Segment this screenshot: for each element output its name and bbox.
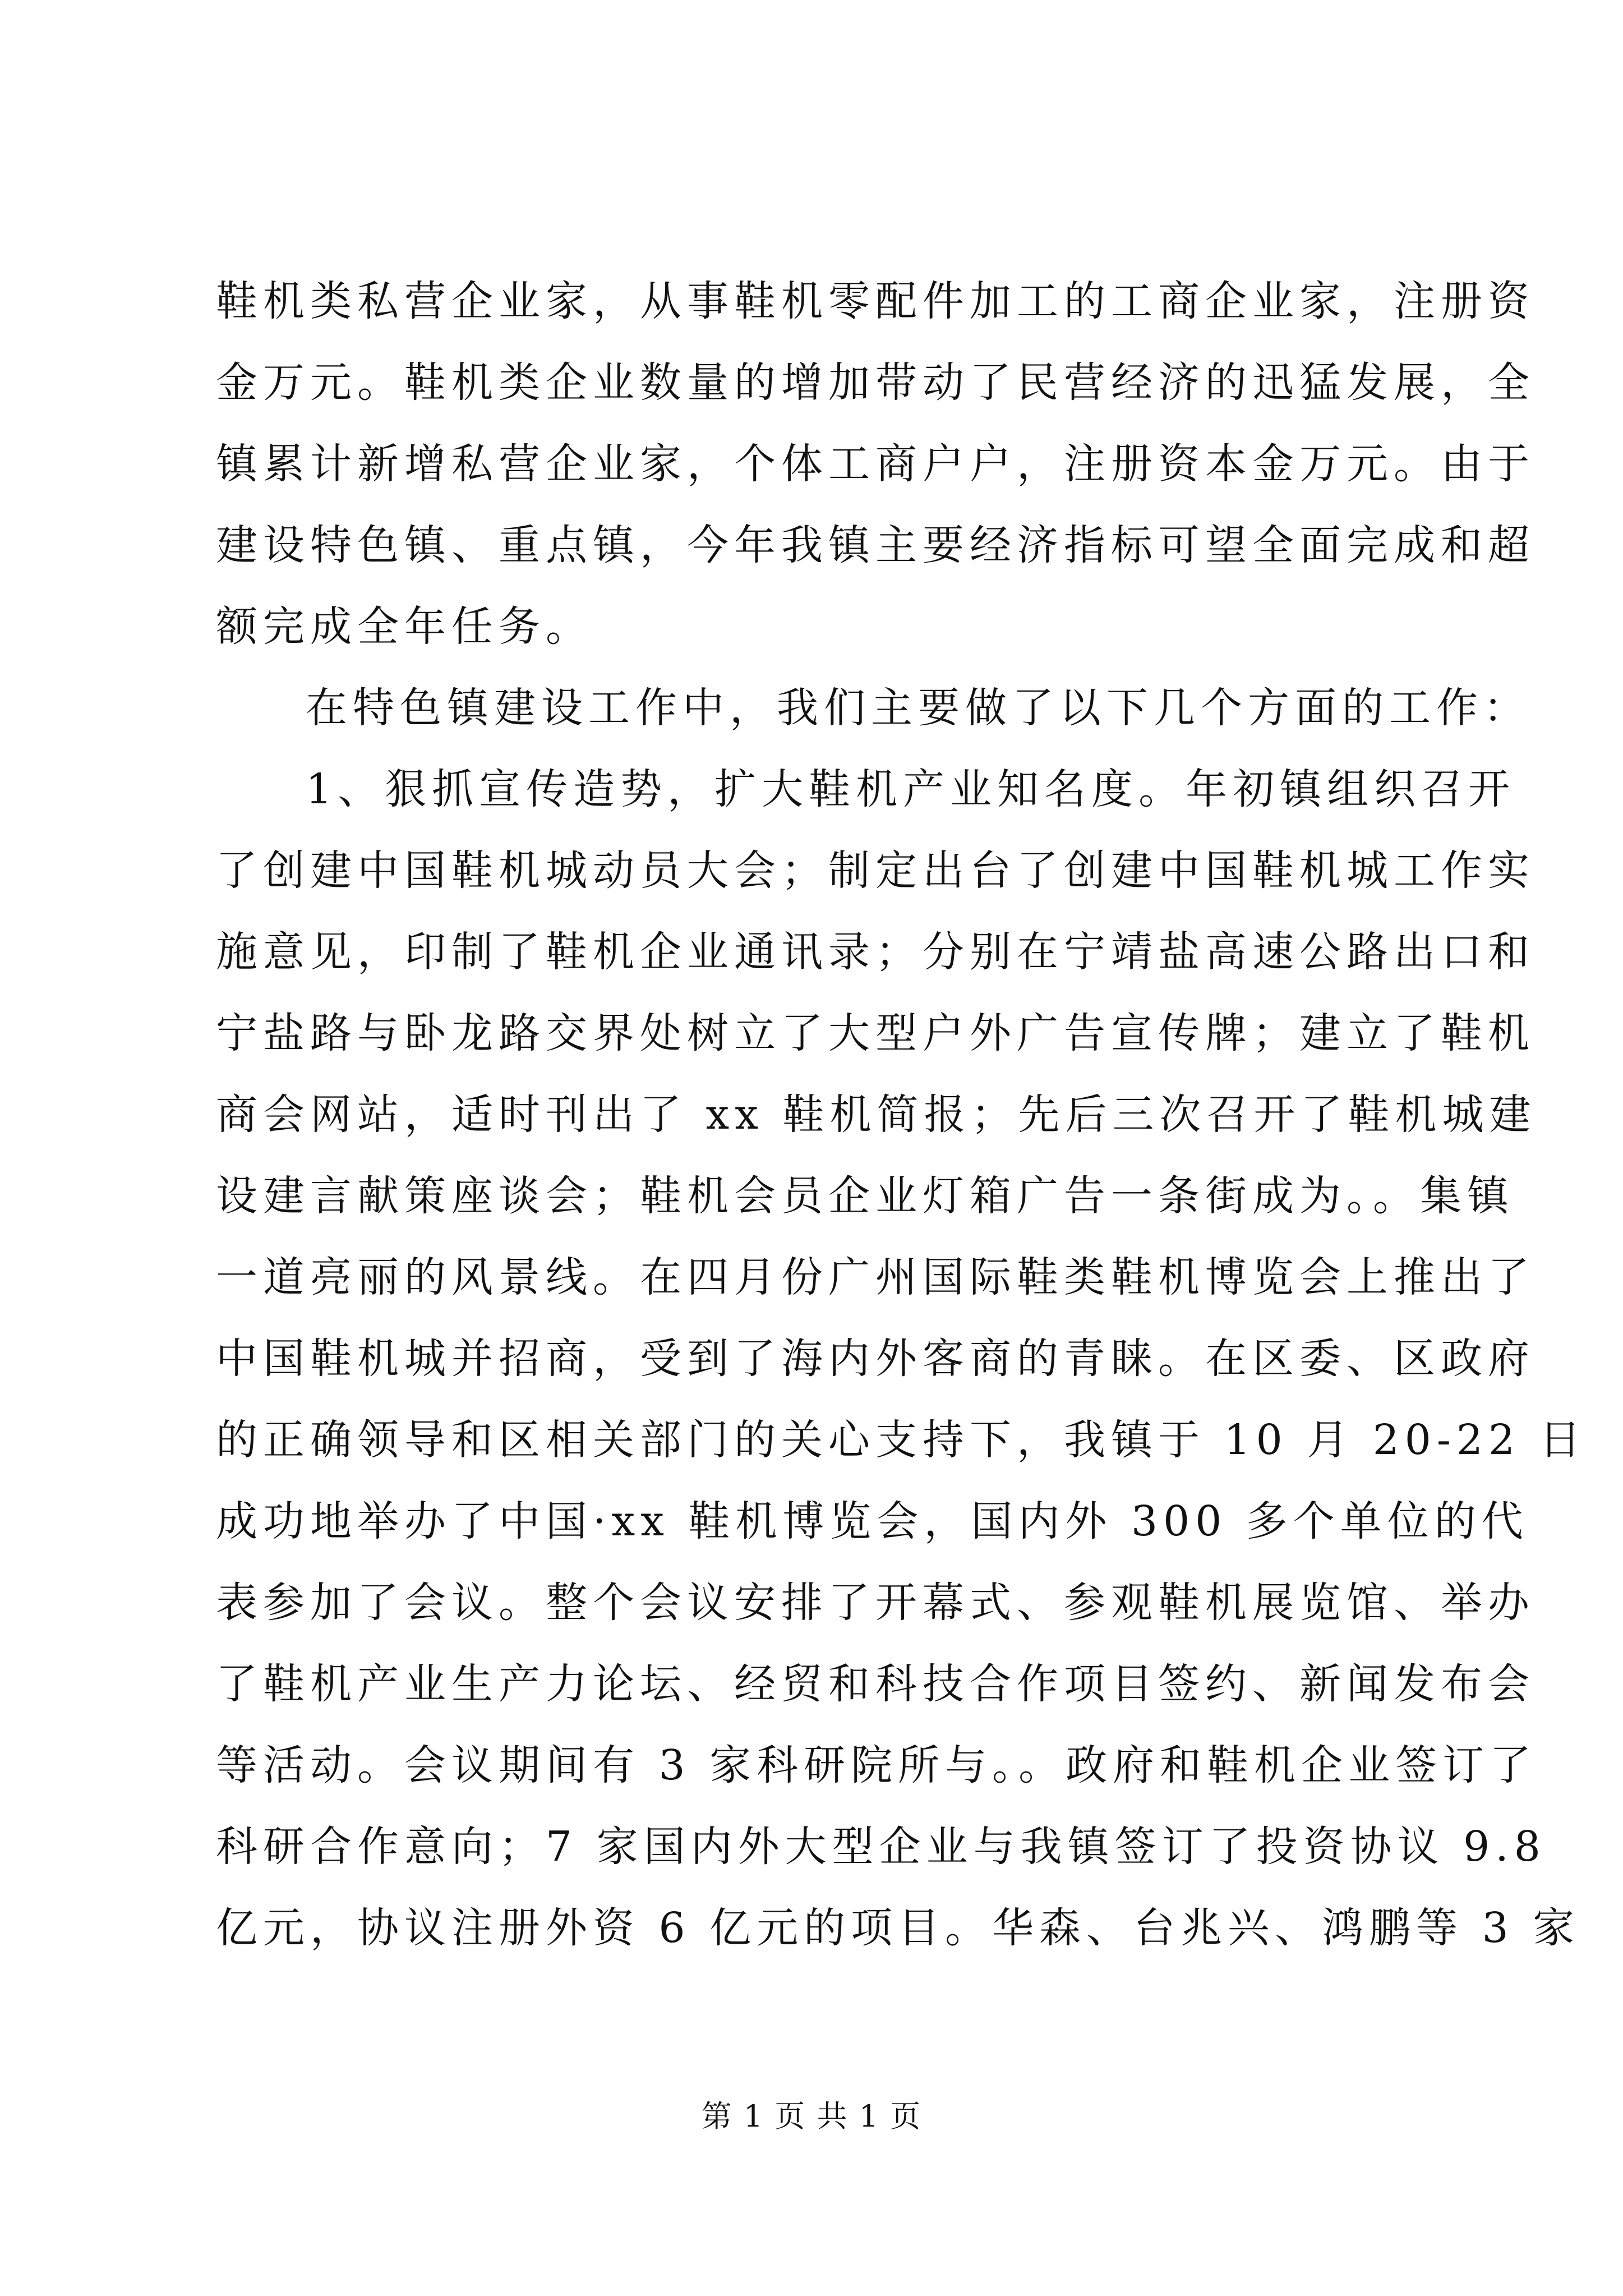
text-line: 额完成全年任务。	[216, 602, 593, 651]
text-line: 建设特色镇、重点镇，今年我镇主要经济指标可望全面完成和超	[216, 521, 1535, 569]
text-line: 一道亮丽的风景线。在四月份广州国际鞋类鞋机博览会上推出了	[216, 1253, 1535, 1301]
text-line: 的正确领导和区相关部门的关心支持下，我镇于 10 月 20-22 日	[216, 1416, 1587, 1464]
document-body	[216, 261, 1587, 1969]
text-line: 亿元，协议注册外资 6 亿元的项目。华森、台兆兴、鸿鹏等 3 家	[216, 1904, 1580, 1952]
text-line: 镇累计新增私营企业家，个体工商户户，注册资本金万元。由于	[216, 440, 1535, 488]
text-line: 设建言献策座谈会；鞋机会员企业灯箱广告一条街成为。。集镇	[216, 1172, 1514, 1220]
text-line: 等活动。会议期间有 3 家科研院所与。。政府和鞋机企业签订了	[216, 1741, 1537, 1789]
page-footer: 第 1 页 共 1 页	[701, 2099, 922, 2134]
text-line: 了创建中国鞋机城动员大会；制定出台了创建中国鞋机城工作实	[216, 846, 1535, 895]
text-line: 成功地举办了中国·xx 鞋机博览会，国内外 300 多个单位的代	[216, 1497, 1529, 1545]
text-line: 鞋机类私营企业家，从事鞋机零配件加工的工商企业家，注册资	[216, 277, 1535, 325]
text-line: 表参加了会议。整个会议安排了开幕式、参观鞋机展览馆、举办	[216, 1579, 1535, 1627]
text-line: 施意见，印制了鞋机企业通讯录；分别在宁靖盐高速公路出口和	[216, 928, 1535, 976]
text-line: 商会网站，适时刊出了 xx 鞋机简报；先后三次召开了鞋机城建	[216, 1091, 1537, 1139]
text-line: 中国鞋机城并招商，受到了海内外客商的青睐。在区委、区政府	[216, 1335, 1535, 1383]
text-line: 了鞋机产业生产力论坛、经贸和科技合作项目签约、新闻发布会	[216, 1660, 1535, 1708]
text-line: 1、狠抓宣传造势，扩大鞋机产业知名度。年初镇组织召开	[306, 765, 1516, 813]
text-line: 在特色镇建设工作中，我们主要做了以下几个方面的工作：	[306, 684, 1530, 732]
text-line: 金万元。鞋机类企业数量的增加带动了民营经济的迅猛发展，全	[216, 358, 1535, 407]
text-line: 宁盐路与卧龙路交界处树立了大型户外广告宣传牌；建立了鞋机	[216, 1009, 1535, 1057]
text-line: 科研合作意向；7 家国内外大型企业与我镇签订了投资协议 9.8	[216, 1823, 1546, 1871]
